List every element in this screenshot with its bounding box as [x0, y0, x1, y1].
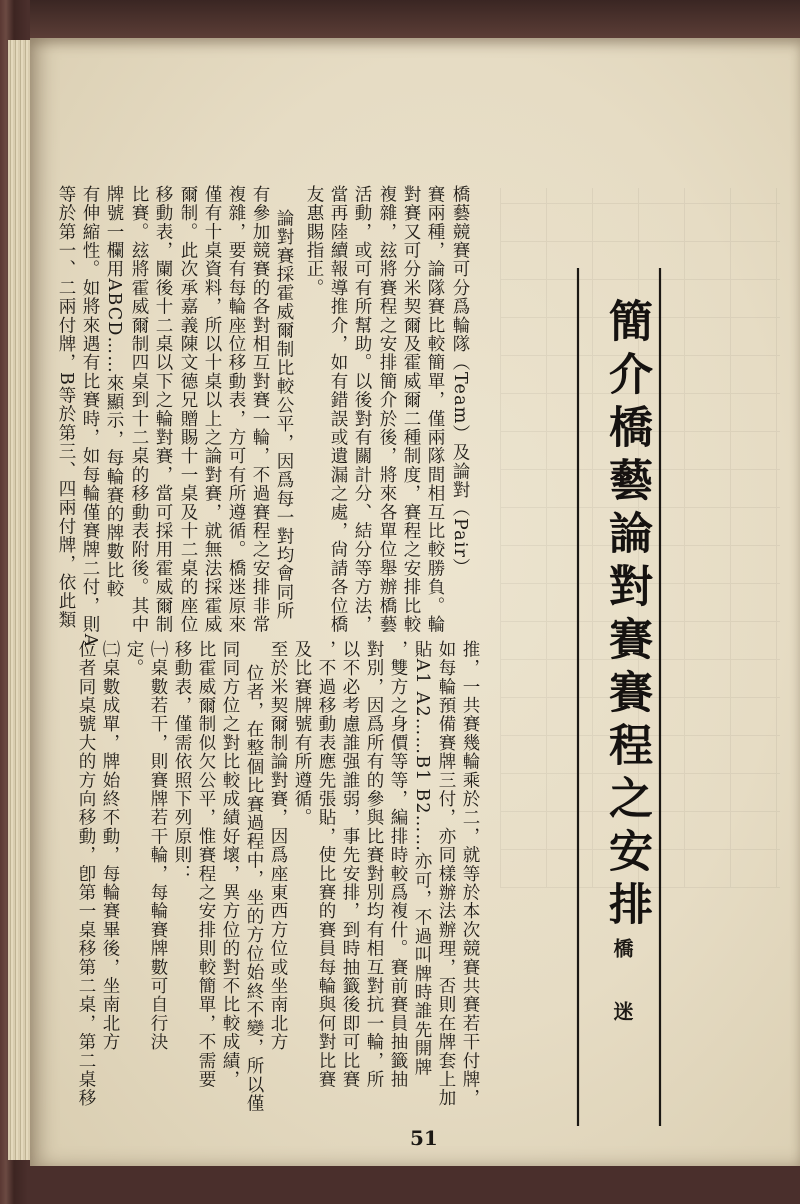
title-frame — [572, 268, 666, 1128]
text-column: 貼A1 A2……B1 B2……亦可，不過叫牌時誰先開牌 — [412, 640, 432, 1077]
text-column: ，不過移動表應先張貼，使比賽的賽員每輪與何對比賽 — [316, 640, 336, 1089]
text-column: 賽兩種，論隊賽比較簡單，僅兩隊間相互比較勝負。輪 — [425, 185, 445, 634]
text-column: 位者同桌號大的方向移動，卽第一桌移第二桌，第二桌移 — [76, 640, 96, 1108]
text-column: 推，一共賽幾輪乘於二，就等於本次競賽共賽若干付牌， — [460, 640, 480, 1108]
text-column: 比賽。玆將霍威爾制四桌到十二桌的移動表附後。其中 — [129, 185, 149, 634]
book-cover-top-edge — [30, 0, 800, 38]
text-column: 牌號一欄用ABCD……來顯示，每輪賽的牌數比較 — [104, 185, 124, 599]
text-column: 對賽又可分米契爾及霍威爾二種制度，賽程之安排比較 — [401, 185, 421, 634]
text-column: 位者，在整個比賽過程中，坐的方位始終不變，所以僅 — [244, 664, 264, 1113]
text-column: 有伸縮性。如將來遇有比賽時，如每輪僅賽牌二付，則A — [80, 185, 100, 648]
text-column: 橋藝競賽可分爲輪隊（Team）及論對（Pair） — [450, 185, 470, 577]
text-column: 及比賽牌號有所遵循。 — [292, 640, 312, 827]
text-column: 移動表，僅需依照下列原則： — [172, 640, 192, 884]
text-column: ㈡桌數成單，牌始終不動，每輪賽畢後，坐南北方 — [100, 640, 120, 1052]
text-column: 移動表，䦨後十二桌以下之輪對賽，當可採用霍威爾制 — [153, 185, 173, 634]
text-column: 論對賽採霍威爾制比較公平，因爲每一對均會同所 — [274, 209, 294, 621]
text-column: 同同方位之對比較成績好壞，異方位的對不比較成績， — [220, 640, 240, 1089]
text-column: 複雜，要有每輪座位移動表，方可有所遵循。橋迷原來 — [226, 185, 246, 634]
text-column: 僅有十桌資料，所以十桌以上之論對賽，就無法採霍威 — [202, 185, 222, 634]
text-column: 比霍威爾制似欠公平，惟賽程之安排則較簡單，不需要 — [196, 640, 216, 1089]
text-column: 複雜，玆將賽程之安排簡介於後，將來各單位舉辦橋藝 — [377, 185, 397, 634]
text-column: ㈠桌數若干，則賽牌若干輪，每輪賽牌數可自行決 — [148, 640, 168, 1052]
article-title: 簡介橋藝論對賽賽程之安排 — [601, 298, 652, 934]
text-column: 等於第一、二兩付牌，B等於第三、四兩付牌，依此類 — [56, 185, 76, 630]
book-page — [30, 38, 800, 1166]
page-stack-edge — [8, 40, 32, 1160]
text-column: 至於米契爾制論對賽，因爲座東西方位或坐南北方 — [268, 640, 288, 1052]
text-column: 以不必考慮誰强誰弱，事先安排，到時抽籤後即可比賽 — [340, 640, 360, 1089]
text-column: 活動，或可有所幫助。以後對有關計分、結分等方法， — [352, 185, 372, 634]
text-column: 對別，因爲所有的參與比賽對別均有相互對抗一輪，所 — [364, 640, 384, 1089]
text-column: 有參加競賽的各對相互對賽一輪，不過賽程之安排非常 — [250, 185, 270, 634]
text-column: ，雙方之身價等等，編排時較爲複什。賽前賽員抽籤抽 — [388, 640, 408, 1089]
page-number: 51 — [410, 1126, 438, 1150]
text-column: 當再陸續報導推介，如有錯誤或遺漏之處，尙請各位橋 — [328, 185, 348, 634]
author-name: 橋 迷 — [610, 938, 634, 1039]
text-column: 定。 — [124, 640, 144, 678]
text-column: 如每輪預備賽牌三付，亦同樣辦法辦理，否則在牌套上加 — [436, 640, 456, 1108]
text-column: 爾制。此次承嘉義陳文德兄贈賜十一桌及十二桌的座位 — [178, 185, 198, 634]
text-column: 友惠賜指正。 — [304, 185, 324, 298]
